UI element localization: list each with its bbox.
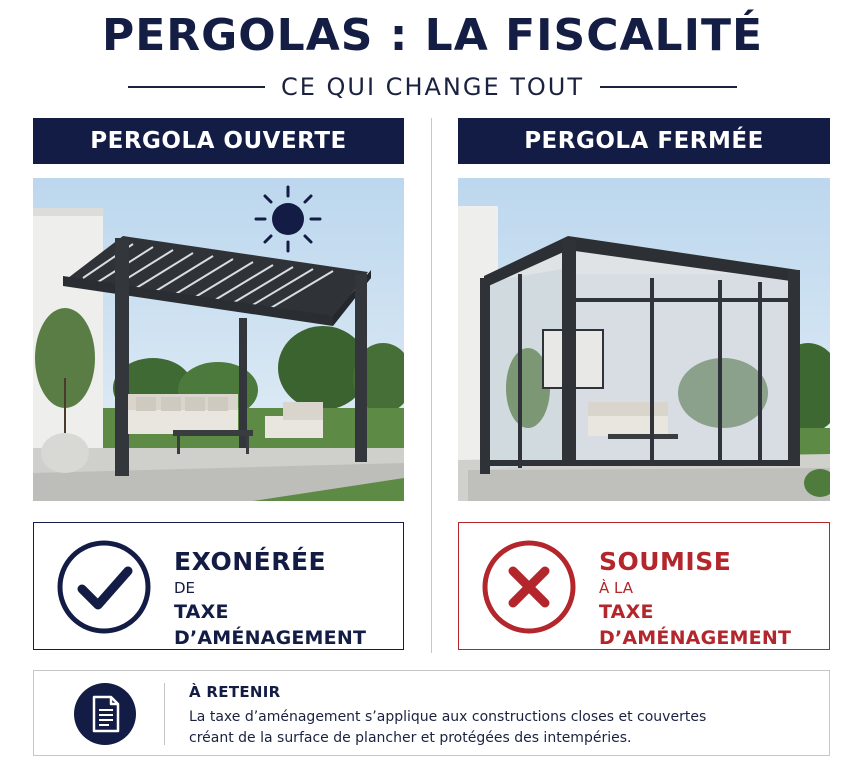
document-icon-circle <box>74 683 136 745</box>
retain-separator <box>164 683 165 745</box>
page-subtitle: CE QUI CHANGE TOUT <box>280 73 585 101</box>
check-icon <box>56 539 152 635</box>
status-exempt-connector: DE <box>174 579 196 597</box>
status-exempt-label: EXONÉRÉE <box>174 547 327 576</box>
banner-closed-pergola: PERGOLA FERMÉE <box>458 118 830 164</box>
photo-open-pergola <box>33 178 404 501</box>
banner-open-pergola: PERGOLA OUVERTE <box>33 118 404 164</box>
status-exempt-tax: TAXE D’AMÉNAGEMENT <box>174 601 367 649</box>
status-taxed-box <box>458 522 830 650</box>
photo-closed-pergola <box>458 178 830 501</box>
status-taxed-connector: À LA <box>599 579 633 597</box>
retain-box <box>33 670 830 756</box>
status-taxed-tax: TAXE D’AMÉNAGEMENT <box>599 601 792 649</box>
cross-icon <box>481 539 577 635</box>
subtitle-row <box>128 72 737 102</box>
document-icon <box>74 683 136 745</box>
retain-body <box>189 707 789 749</box>
status-exempt-text <box>174 547 403 651</box>
subtitle-rule-right <box>600 86 737 88</box>
retain-line-2: créant de la surface de plancher et protégées des intempéries. <box>189 730 632 746</box>
status-exempt-box <box>33 522 404 650</box>
retain-line-1: La taxe d’aménagement s’applique aux constructions closes et couvertes <box>189 709 707 725</box>
sun-icon <box>253 184 323 254</box>
status-taxed-label: SOUMISE <box>599 547 732 576</box>
subtitle-rule-left <box>128 86 265 88</box>
status-taxed-text <box>599 547 829 651</box>
retain-heading: À RETENIR <box>189 683 281 701</box>
column-divider <box>431 118 432 653</box>
page-title: PERGOLAS : LA FISCALITÉ <box>101 10 764 61</box>
